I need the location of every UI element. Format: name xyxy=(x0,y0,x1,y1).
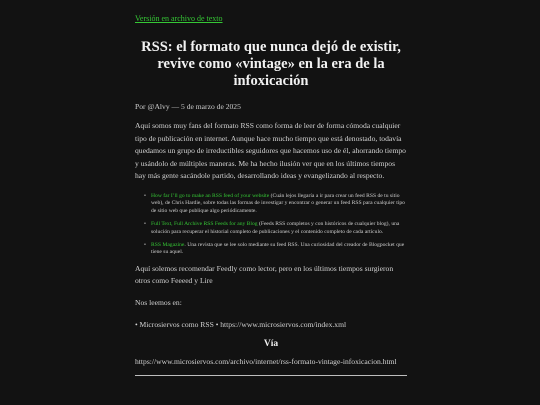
link-description: (Cuán lejos llegaría a ir para crear un feed RSS de tu sitio web), de Chris Hardie, sobre todas las formas de investigar y encontrar o generar un feed RSS para cualquier tipo de sitio web que publique algo periódicamente. xyxy=(151,192,405,214)
link-rss-magazine[interactable]: RSS Magazine xyxy=(151,242,185,248)
link-full-text-feeds[interactable]: Full Text, Full Archive RSS Feeds for any Blog xyxy=(151,221,258,228)
feed-line: • Microsiervos como RSS • https://www.microsiervos.com/index.xml xyxy=(135,319,347,329)
article-byline: Por @Alvy — 5 de marzo de 2025 xyxy=(135,102,241,111)
article-title: RSS: el formato que nunca dejó de existir, revive como «vintage» en la era de la infoxicación xyxy=(141,39,401,89)
divider xyxy=(135,375,407,376)
list-item xyxy=(151,221,407,236)
article-column xyxy=(135,8,407,376)
read-us-paragraph: Nos leemos en: xyxy=(135,298,182,307)
text-version-link[interactable]: Versión en archivo de texto xyxy=(135,14,223,23)
link-description: . Una revista que se lee solo mediante su feed RSS. Una curiosidad del creador de Blogpocket que tiene su aquel. xyxy=(151,242,405,256)
recommend-paragraph: Aquí solemos recomendar Feedly como lector, pero en los últimos tiempos surgieron otros como Feeeed y Lire xyxy=(135,263,394,286)
list-item xyxy=(151,242,407,257)
intro-paragraph: Aquí somos muy fans del formato RSS como forma de leer de forma cómoda cualquier tipo de publicación en internet. Aunque hace mucho tiempo que está denostado, todavía quedamos un grupo de irreductibles seguidores que hacemos uso de él, ahorrando tiempo y usándolo de múltiples maneras. Me ha hecho ilusión ver que en los últimos tiempos hay más gente sacándole partido, desarrollando ideas y evangelizando al respecto. xyxy=(135,121,406,181)
links-list xyxy=(135,193,407,257)
list-item xyxy=(151,193,407,215)
link-description: (Feeds RSS completos y con históricos de cualquier blog), una solución para recuperar el historial completo de publicaciones y el contenido completo de cada artículo. xyxy=(151,221,400,235)
via-heading: Vía xyxy=(263,339,279,350)
source-url: https://www.microsiervos.com/archivo/internet/rss-formato-vintage-infoxicacion.html xyxy=(135,357,397,367)
link-how-far[interactable]: How far I’ll go to make an RSS feed of your website xyxy=(151,192,270,199)
